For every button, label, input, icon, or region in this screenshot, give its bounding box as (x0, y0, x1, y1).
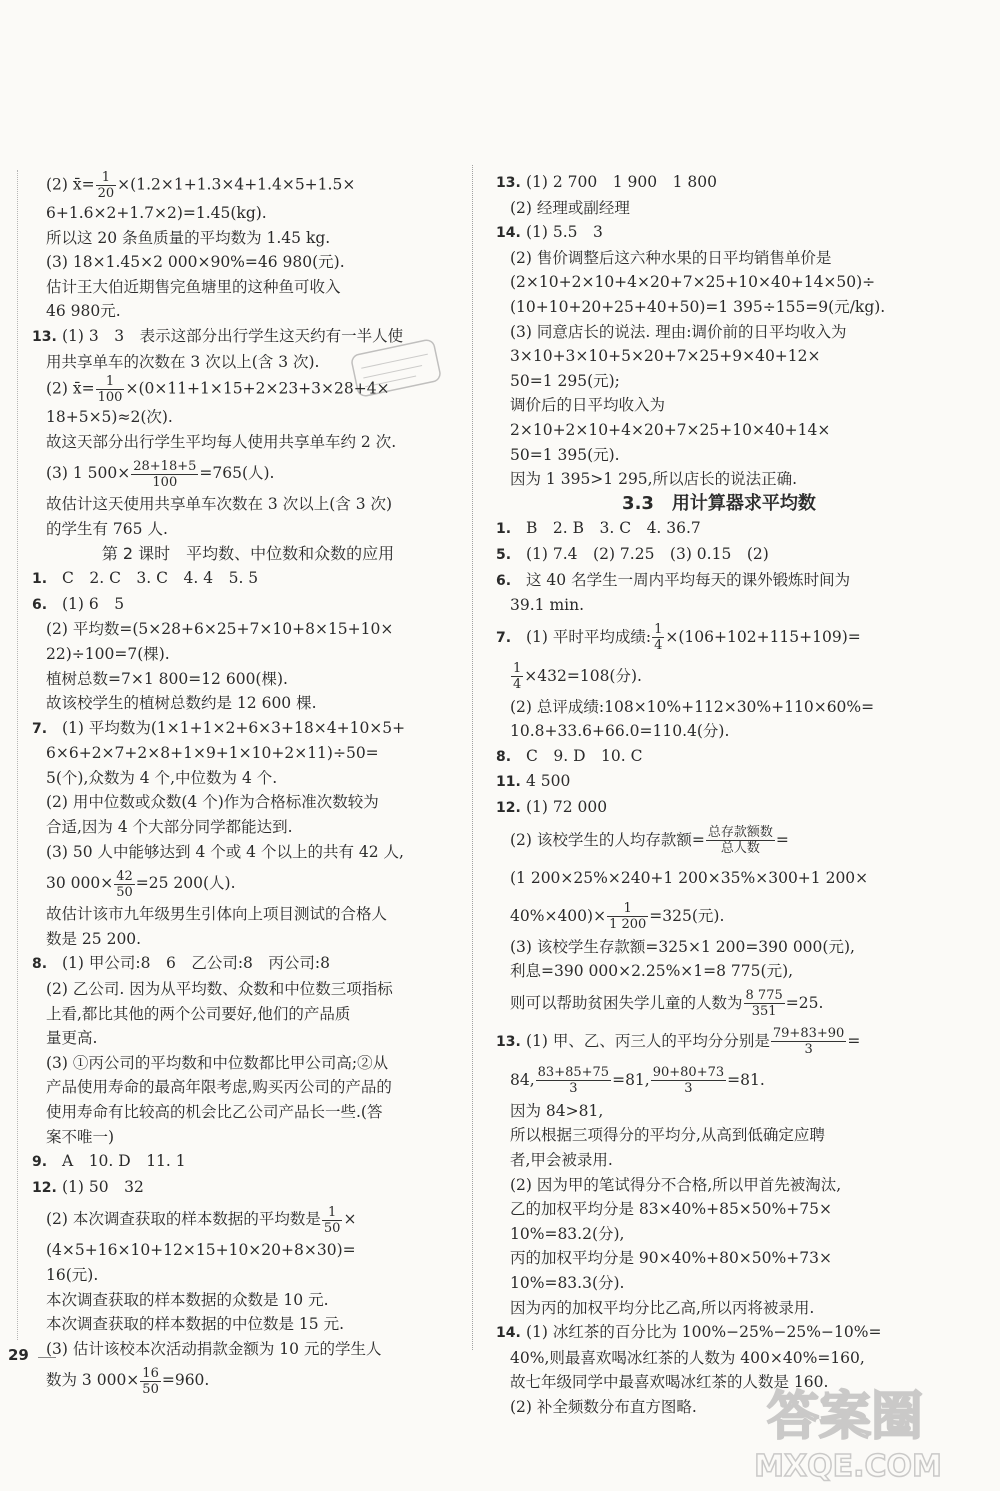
answer-item (32, 592, 464, 618)
answer-line (496, 1271, 942, 1296)
answer-line (32, 1361, 464, 1399)
answer-text: (2) 总评成绩:108×10%+112×30%+110×60%= (510, 697, 875, 716)
answer-line (496, 935, 942, 960)
answer-text: 估计王大伯近期售完鱼塘里的这种鱼可收入 (46, 277, 341, 296)
answer-line (32, 405, 464, 430)
answer-text: 合适,因为 4 个大部分同学都能达到. (46, 818, 293, 837)
answer-text: 3×10+3×10+5×20+7×25+9×40+12× (510, 347, 821, 366)
answer-line (32, 299, 464, 324)
answer-text: (4×5+16×10+12×15+10×20+8×30)= (46, 1241, 356, 1260)
answer-line (32, 1100, 464, 1125)
answer-text: =325(元). (649, 906, 725, 925)
fraction-denominator: 3 (569, 1081, 578, 1097)
answer-text: 故估计该市九年级男生引体向上项目测试的合格人 (46, 905, 388, 924)
fraction-numerator: 1 (322, 1205, 343, 1221)
answer-text: 10.8+33.6+66.0=110.4(分). (510, 722, 730, 741)
answer-text: (2) 经理或副经理 (510, 198, 630, 217)
answer-text: 数是 25 200. (46, 929, 142, 948)
answer-line (32, 454, 464, 492)
answer-text: 40%×400)× (510, 906, 607, 925)
question-number: 14. (496, 1325, 521, 1342)
answer-line (496, 984, 942, 1022)
fraction (96, 170, 117, 201)
answer-item (32, 1149, 464, 1175)
answer-text: 的学生有 765 人. (46, 519, 168, 538)
fraction-numerator: 42 (116, 868, 133, 884)
answer-line (496, 1173, 942, 1198)
answer-text: 30 000× (46, 874, 114, 893)
answer-text: 6×6+2×7+2×8+1×9+1×10+2×11)÷50= (46, 744, 379, 763)
fraction-denominator: 4 (654, 638, 663, 654)
answer-line (32, 667, 464, 692)
answer-text: (10+10+20+25+40+50)=1 395÷155=9(元/kg). (510, 297, 886, 316)
answer-line (32, 170, 464, 201)
answer-line (32, 492, 464, 517)
answer-line (32, 790, 464, 815)
fraction (511, 661, 523, 692)
fraction-denominator: 100 (152, 474, 178, 490)
answer-text: 10%=83.3(分). (510, 1274, 625, 1292)
answer-text: (3) 同意店长的说法. 理由:调价前的日平均收入为 (510, 322, 847, 341)
answer-line (496, 719, 942, 744)
answer-line (32, 1238, 464, 1263)
watermark-url: MXQE.COM (754, 1449, 942, 1484)
question-number: 14. (496, 225, 521, 242)
answer-text: (1) 50 32 (62, 1177, 144, 1196)
answer-text: 调价后的日平均收入为 (510, 396, 666, 415)
answer-line (32, 1337, 464, 1362)
answer-text: 22)÷100=7(棵). (46, 644, 170, 663)
answer-text: (2) 因为甲的笔试得分不合格,所以甲首先被淘汰, (510, 1175, 842, 1194)
fraction-denominator: 3 (804, 1042, 813, 1058)
answer-text: 使用寿命有比较高的机会比乙公司产品长一些.(答 (46, 1103, 383, 1121)
fraction (131, 459, 198, 490)
answer-text: 利息=390 000×2.25%×1=8 775(元), (510, 962, 794, 981)
answer-text: (3) 该校学生存款额=325×1 200=390 000(元), (510, 937, 855, 956)
answer-text: 10%=83.2(分), (510, 1224, 625, 1243)
answer-text: 者,甲会被录用. (510, 1151, 613, 1170)
question-number: 8. (496, 748, 512, 765)
answer-line (32, 1200, 464, 1238)
answer-text: 用共享单车的次数在 3 次以上(含 3 次). (46, 352, 320, 371)
fraction-numerator: 83+85+75 (537, 1065, 610, 1081)
answer-line (32, 430, 464, 455)
answer-line (32, 201, 464, 226)
answer-text: 上看,都比其他的两个公司要好,他们的产品质 (46, 1004, 351, 1023)
answer-text: 本次调查获取的样本数据的中位数是 15 元. (46, 1315, 345, 1334)
fraction-denominator: 4 (513, 677, 522, 693)
watermark-logo (700, 1372, 990, 1487)
answer-text: (1) 2 700 1 900 1 800 (526, 173, 718, 191)
answer-line (496, 418, 942, 443)
answer-text: 所以这 20 条鱼质量的平均数为 1.45 kg. (46, 228, 331, 247)
answer-text: 这 40 名学生一周内平均每天的课外锻炼时间为 (526, 570, 851, 589)
answer-text: (2) 本次调查获取的样本数据的平均数是 (46, 1210, 321, 1229)
fraction-numerator: 1 (654, 622, 663, 638)
answer-text: 故该校学生的植树总数约是 12 600 棵. (46, 694, 317, 713)
fraction (744, 988, 785, 1019)
answer-text: 2×10+2×10+4×20+7×25+10×40+14× (510, 420, 831, 439)
fraction-denominator: 1 200 (609, 917, 647, 933)
answer-line (496, 593, 942, 618)
answer-line (496, 443, 942, 468)
answer-line (32, 840, 464, 865)
answer-line (496, 1296, 942, 1321)
answer-text: 植树总数=7×1 800=12 600(棵). (46, 669, 288, 688)
section-heading: 3.3 用计算器求平均数 (622, 492, 816, 514)
answer-item (496, 220, 942, 246)
answer-text: × (343, 1210, 357, 1229)
answer-line (32, 691, 464, 716)
question-number: 13. (496, 1033, 521, 1050)
answer-line (32, 1288, 464, 1313)
fraction (140, 1366, 161, 1397)
answer-item (496, 618, 942, 657)
answer-line (496, 695, 942, 720)
answer-text: 因为丙的加权平均分比乙高,所以丙将被录用. (510, 1298, 815, 1317)
answer-line (496, 344, 942, 369)
answer-line (496, 657, 942, 695)
fraction-numerator: 总存款额数 (707, 825, 773, 841)
answer-line (32, 977, 464, 1002)
watermark-text: 答案圈 (766, 1387, 924, 1447)
answer-line (32, 1075, 464, 1100)
fraction (96, 374, 125, 405)
answer-text: (3) ①丙公司的平均数和中位数都比甲公司高;②从 (46, 1053, 389, 1072)
answer-text: 本次调查获取的样本数据的众数是 10 元. (46, 1290, 329, 1309)
answer-line (496, 897, 942, 935)
fraction (706, 825, 775, 856)
question-number: 6. (32, 596, 48, 613)
question-number: 12. (496, 800, 521, 817)
answer-text: (3) 估计该校本次活动捐款金额为 10 元的学生人 (46, 1339, 382, 1358)
answer-line (32, 1125, 464, 1150)
answer-item (496, 568, 942, 594)
answer-text: 因为 1 395>1 295,所以店长的说法正确. (510, 470, 798, 489)
answer-line (496, 246, 942, 271)
answer-text: =25 200(人). (135, 874, 236, 893)
answer-line (496, 1222, 942, 1247)
answer-item (32, 1175, 464, 1201)
question-number: 11. (496, 774, 521, 791)
fraction-denominator: 总人数 (720, 841, 760, 857)
answer-line (496, 1148, 942, 1173)
answer-text: (1) 平均数为(1×1+1×2+6×3+18×4+10×5+ (62, 718, 406, 737)
fraction-numerator: 1 (513, 661, 522, 677)
answer-text: (3) 18×1.45×2 000×90%=46 980(元). (46, 253, 345, 272)
question-number: 7. (32, 720, 48, 737)
answer-text: 故七年级同学中最喜欢喝冰红茶的人数是 160. (510, 1373, 829, 1392)
answer-line (32, 741, 464, 766)
answer-text: 量更高. (46, 1029, 98, 1048)
answer-line (496, 1061, 942, 1099)
column-divider (472, 165, 473, 1350)
answer-text: (2) 平均数=(5×28+6×25+7×10+8×15+10× (46, 620, 394, 639)
answer-item (496, 542, 942, 568)
answer-line (32, 642, 464, 667)
answer-text: 所以根据三项得分的平均分,从高到低确定应聘 (510, 1126, 825, 1145)
answer-line (32, 1263, 464, 1288)
answer-text: (2×10+2×10+4×20+7×25+10×40+14×50)÷ (510, 273, 876, 292)
answer-line (496, 1346, 942, 1371)
answer-line (32, 902, 464, 927)
answer-text: (1) 冰红茶的百分比为 100%−25%−25%−10%= (526, 1323, 882, 1342)
answer-line (496, 320, 942, 345)
answer-text: 故这天部分出行学生平均每人使用共享单车约 2 次. (46, 432, 397, 451)
answer-text: (3) 50 人中能够达到 4 个或 4 个以上的共有 42 人, (46, 842, 404, 861)
answer-line (32, 250, 464, 275)
answer-text: 16(元). (46, 1265, 99, 1284)
fraction (322, 1205, 343, 1236)
answer-line (32, 226, 464, 251)
answer-text: (2) 该校学生的人均存款额= (510, 830, 705, 849)
question-number: 1. (32, 571, 48, 588)
answer-text: 50=1 395(元). (510, 445, 620, 464)
answer-text: 50=1 295(元); (510, 371, 620, 390)
answer-text: (1 200×25%×240+1 200×35%×300+1 200× (510, 868, 869, 887)
answer-text: 丙的加权平均分是 90×40%+80×50%+73× (510, 1249, 832, 1268)
question-number: 13. (32, 328, 57, 345)
answer-line (496, 467, 942, 492)
answer-text: 乙的加权平均分是 83×40%+85×50%+75× (510, 1200, 832, 1219)
answer-text: 46 980元. (46, 302, 121, 321)
question-number: 9. (32, 1154, 48, 1171)
answer-text: =81, (612, 1070, 650, 1089)
answer-text: (1) 甲公司:8 6 乙公司:8 丙公司:8 (62, 954, 330, 973)
answer-text: 84, (510, 1070, 535, 1089)
answer-item (496, 1022, 942, 1061)
answer-text: (1) 7.4 (2) 7.25 (3) 0.15 (2) (526, 544, 769, 563)
answer-line (496, 1197, 942, 1222)
answer-line (32, 927, 464, 952)
question-number: 8. (32, 956, 48, 973)
answer-text: =960. (161, 1371, 210, 1390)
answer-text: (2) 乙公司. 因为从平均数、众数和中位数三项指标 (46, 980, 393, 999)
answer-text: (2) x̄= (46, 175, 95, 194)
fraction-numerator: 79+83+90 (772, 1026, 845, 1042)
answer-text: 5(个),众数为 4 个,中位数为 4 个. (46, 768, 278, 787)
answer-text: 产品使用寿命的最高年限考虑,购买丙公司的产品的 (46, 1078, 392, 1097)
answer-line (32, 766, 464, 791)
answer-line (32, 617, 464, 642)
fraction-numerator: 1 (96, 374, 125, 390)
answer-text: 18+5×5)≈2(次). (46, 408, 173, 427)
question-number: 7. (496, 629, 512, 646)
answer-text: (1) 3 3 表示这部分出行学生这天约有一半人使 (62, 326, 404, 345)
answer-line (32, 1312, 464, 1337)
answer-item (496, 795, 942, 821)
fraction-numerator: 28+18+5 (133, 458, 197, 474)
fraction (652, 622, 664, 653)
fraction (607, 901, 648, 932)
answer-item (496, 1320, 942, 1346)
fraction-numerator: 16 (142, 1365, 159, 1381)
question-number: 13. (496, 175, 521, 191)
page-number-rule (38, 1357, 56, 1358)
answer-text: (1) 6 5 (62, 594, 125, 613)
answer-text: 因为 84>81, (510, 1101, 604, 1120)
answer-text: (1) 72 000 (526, 798, 608, 817)
fraction-denominator: 50 (323, 1220, 341, 1236)
answer-line (32, 1002, 464, 1027)
answer-text: (1) 甲、乙、丙三人的平均分分别是 (526, 1031, 770, 1050)
answer-text: (2) 用中位数或众数(4 个)作为合格标准次数较为 (46, 793, 379, 812)
answer-text: 40%,则最喜欢喝冰红茶的人数为 400×40%=160, (510, 1348, 865, 1367)
fraction-denominator: 50 (142, 1381, 159, 1397)
answer-text: = (847, 1031, 861, 1050)
answer-text: 4 500 (526, 772, 571, 791)
answer-line (32, 1051, 464, 1076)
answer-text: B 2. B 3. C 4. 36.7 (526, 519, 701, 538)
answer-item (32, 951, 464, 977)
answer-item (496, 769, 942, 795)
answer-item (496, 744, 942, 770)
answer-text: ×(106+102+115+109)= (665, 627, 861, 646)
fraction (114, 869, 135, 900)
answer-line (496, 369, 942, 394)
answer-line (32, 815, 464, 840)
answer-text: ×432=108(分). (524, 666, 642, 685)
answer-line (496, 393, 942, 418)
answer-text: ×(1.2×1+1.3×4+1.4×5+1.5× (117, 175, 356, 194)
answer-text: 则可以帮助贫困失学儿童的人数为 (510, 993, 743, 1012)
answer-line (496, 821, 942, 859)
answer-line (496, 196, 942, 221)
answer-text: (2) 补全频数分布直方图略. (510, 1397, 697, 1416)
answer-text: 数为 3 000× (46, 1371, 140, 1390)
answer-line (32, 1026, 464, 1051)
question-number: 6. (496, 572, 512, 589)
fraction-denominator: 50 (116, 884, 133, 900)
question-number: 5. (496, 546, 512, 563)
fraction-numerator: 90+80+73 (652, 1065, 725, 1081)
section-heading: 第 2 课时 平均数、中位数和众数的应用 (101, 543, 395, 563)
answer-line (496, 959, 942, 984)
answer-line (32, 864, 464, 902)
answer-item (496, 516, 942, 542)
fraction (651, 1065, 726, 1096)
answer-text: (3) 1 500× (46, 464, 131, 483)
fraction-denominator: 100 (97, 390, 123, 406)
answer-line (32, 517, 464, 542)
fraction-numerator: 1 (607, 901, 648, 917)
answer-line (32, 275, 464, 300)
answer-text: =765(人). (199, 464, 275, 483)
fraction-numerator: 1 (96, 170, 117, 186)
answer-text: 故估计这天使用共享单车次数在 3 次以上(含 3 次) (46, 495, 393, 514)
answer-line (496, 270, 942, 295)
page-edge-line (17, 170, 18, 1340)
answer-text: A 10. D 11. 1 (62, 1152, 186, 1171)
fraction-denominator: 3 (684, 1081, 693, 1097)
answer-text: C 2. C 3. C 4. 4 5. 5 (62, 569, 259, 588)
answer-line (496, 1123, 942, 1148)
answer-text: (2) 售价调整后这六种水果的日平均销售单价是 (510, 248, 832, 267)
fraction-denominator: 351 (751, 1004, 777, 1020)
question-number: 1. (496, 521, 512, 538)
answer-line (496, 1246, 942, 1271)
answer-text: = (775, 830, 789, 849)
answer-text: (2) x̄= (46, 379, 95, 398)
answer-text: ×(0×11+1×15+2×23+3×28+4× (125, 379, 390, 398)
fraction (536, 1065, 611, 1096)
fraction-numerator: 8 775 (745, 988, 783, 1004)
answer-line (496, 859, 942, 897)
answer-text: (1) 平时平均成绩: (526, 627, 652, 646)
fraction-denominator: 20 (97, 186, 115, 201)
right-column (496, 170, 942, 1420)
answer-line (496, 1099, 942, 1124)
answer-item (32, 566, 464, 592)
answer-item (32, 716, 464, 742)
answer-text: 39.1 min. (510, 596, 585, 615)
answer-text: 6+1.6×2+1.7×2)=1.45(kg). (46, 204, 267, 222)
answer-text: C 9. D 10. C (526, 746, 643, 765)
answer-item (496, 170, 942, 196)
answer-text: =25. (785, 993, 824, 1012)
fraction (771, 1026, 846, 1057)
page-number: 29 (8, 1346, 29, 1364)
answer-text: (1) 5.5 3 (526, 223, 603, 242)
answer-text: 案不唯一) (46, 1127, 115, 1146)
answer-text: =81. (727, 1070, 765, 1089)
answer-line (496, 295, 942, 320)
question-number: 12. (32, 1179, 57, 1196)
